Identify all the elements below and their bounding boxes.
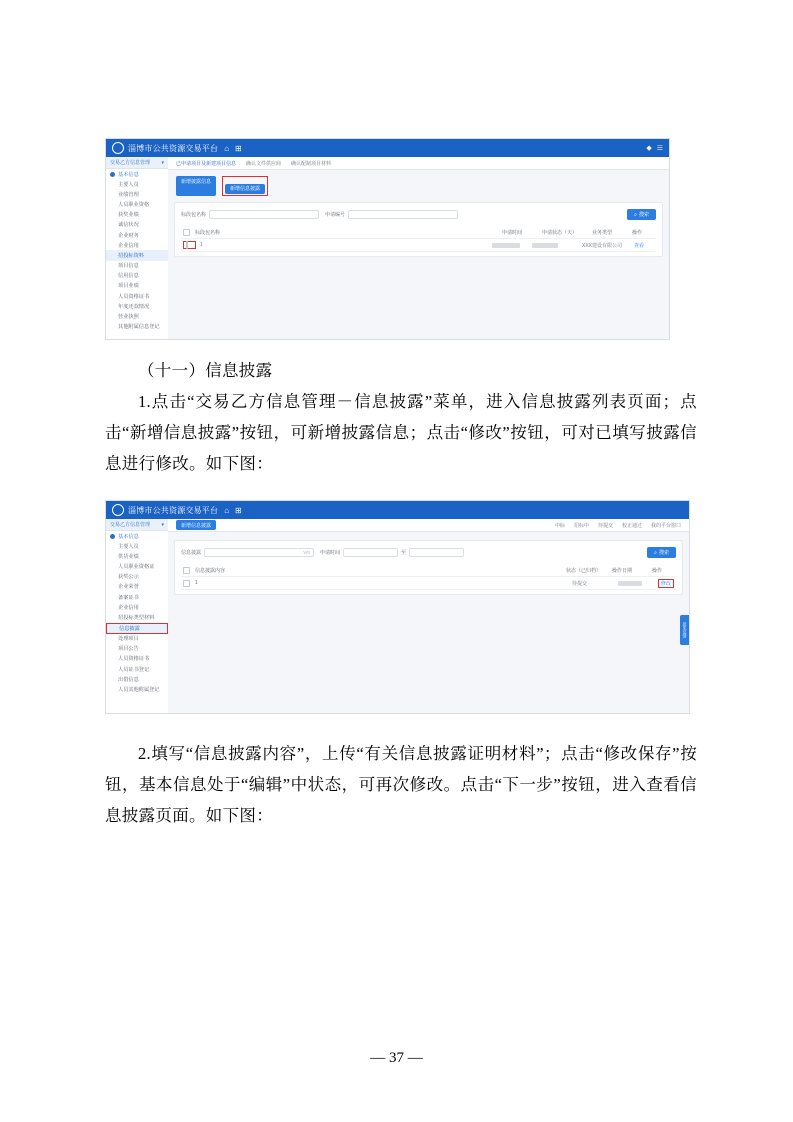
col-action: 操作 <box>632 229 643 236</box>
sidebar2-item-6[interactable]: 企业信用 <box>118 604 139 611</box>
app-header-bar <box>106 139 669 157</box>
sidebar2-item-1[interactable]: 供货业绩 <box>118 553 139 560</box>
filter-row <box>181 209 656 220</box>
filter-input-date-start[interactable] <box>343 548 398 557</box>
sidebar2-item-3[interactable]: 获奖公示 <box>118 574 139 581</box>
row-action-edit[interactable]: 修改 <box>660 580 671 587</box>
filter-apply-no <box>325 210 458 219</box>
new-information-disclosure-button-2[interactable]: 新增信息披露 <box>176 520 216 530</box>
table-header-row <box>181 226 656 239</box>
sidebar-item-2[interactable]: 人员职业资格 <box>118 201 150 208</box>
section-fill-disclosure <box>105 738 697 831</box>
row-checkbox[interactable] <box>186 241 188 249</box>
col-status: 状态（已归档） <box>566 567 602 574</box>
sidebar2-item-5[interactable]: 备案证书 <box>118 594 139 601</box>
app-title: 淄博市公共资源交易平台 <box>128 143 219 153</box>
grid-icon[interactable]: ⊞ <box>235 505 242 515</box>
bullet-icon <box>110 534 115 539</box>
filter-disclosure-suffix: V/0 <box>303 550 311 555</box>
results-table-2 <box>181 564 676 590</box>
sidebar-header-label: 交易乙方信息管理 <box>110 160 151 166</box>
filter-row-2 <box>181 547 676 558</box>
home-icon[interactable]: ⌂ <box>224 505 230 515</box>
row-index-2: 1 <box>195 580 198 586</box>
select-all-checkbox[interactable] <box>183 229 190 236</box>
main-content <box>168 157 669 339</box>
platform-logo-icon <box>112 142 124 154</box>
main-content-2 <box>168 519 689 713</box>
sidebar-nav <box>106 157 169 339</box>
search-button[interactable] <box>627 209 656 220</box>
sidebar-item-5[interactable]: 企业财务 <box>118 232 139 239</box>
sidebar-item-13[interactable]: 营业执照 <box>118 314 139 321</box>
section-heading: （十一）信息披露 <box>138 361 273 380</box>
sidebar-group-label: 基本信息 <box>118 172 139 178</box>
filter-input-date-end[interactable] <box>409 548 464 557</box>
table-header-row-2 <box>181 564 676 577</box>
row-action-highlight <box>658 579 674 588</box>
sidebar-group-basic-info[interactable] <box>106 169 168 179</box>
filter-apply-date <box>320 548 464 557</box>
sidebar2-item-4[interactable]: 企业荣誉 <box>118 584 139 591</box>
filter-label-apply-no: 申请编号 <box>325 212 346 218</box>
sidebar2-item-10[interactable]: 项目公告 <box>118 646 139 653</box>
tab-bar <box>168 157 669 170</box>
filter-disclosure <box>181 548 314 557</box>
table-row[interactable] <box>181 577 676 590</box>
user-icon[interactable]: ☰ <box>656 145 663 152</box>
tab-2[interactable]: 确认配制项目材料 <box>291 160 332 167</box>
new-information-disclosure-button-highlight <box>222 176 268 196</box>
menu-item-2[interactable]: 待提交 <box>597 522 613 529</box>
menu-item-3[interactable]: 校正通过 <box>621 522 642 529</box>
menu-item-1[interactable]: 招标中 <box>573 522 589 529</box>
sidebar-item-10[interactable]: 项目业绩 <box>118 283 139 290</box>
search-button-label: 搜索 <box>638 212 649 218</box>
bullet-icon <box>110 172 115 177</box>
search-button-2[interactable] <box>647 547 676 558</box>
col-apply-time: 申请时间 <box>502 229 523 236</box>
sidebar-item-8[interactable]: 项目信息 <box>118 263 139 270</box>
sidebar-item-14[interactable]: 其他附属信息登记 <box>118 324 160 331</box>
sidebar2-item-0[interactable]: 主要人员 <box>118 543 139 550</box>
results-table <box>181 226 656 252</box>
filter-label-apply-date: 申请时间 <box>320 550 341 556</box>
top-right-menu <box>555 522 681 529</box>
tab-1[interactable]: 确认文件供应商 <box>246 160 282 167</box>
col-section-name: 标段包名称 <box>195 229 221 236</box>
app-title-2: 淄博市公共资源交易平台 <box>128 505 219 515</box>
new-information-disclosure-button[interactable]: 新增信息披露 <box>225 184 265 194</box>
sidebar-item-0[interactable]: 主要人员 <box>118 181 139 188</box>
section-information-disclosure <box>105 355 697 479</box>
table-row[interactable] <box>181 239 656 252</box>
sidebar-item-9[interactable]: 信用信息 <box>118 273 139 280</box>
sidebar2-item-9[interactable]: 处理项目 <box>118 636 139 643</box>
col-action-2: 操作 <box>652 567 663 574</box>
sidebar-header[interactable] <box>106 157 168 169</box>
search-icon: ⌕ <box>634 211 637 218</box>
search-icon: ⌕ <box>654 549 657 556</box>
home-icon[interactable]: ⌂ <box>224 143 230 153</box>
sidebar-header-2[interactable] <box>106 519 168 531</box>
filter-label-section-name: 标段包名称 <box>181 212 207 218</box>
sidebar2-item-7[interactable]: 招投标类型材料 <box>118 614 155 621</box>
sidebar-item-7-active[interactable]: 招投标资料 <box>106 250 168 260</box>
section-paragraph-2: 2.填写“信息披露内容”，上传“有关信息披露证明材料”；点击“修改保存”按钮，基本信息处于“编辑”中状态，可再次修改。点击“下一步”按钮，进入查看信息披露页面。如下图： <box>105 744 697 825</box>
sidebar-nav-2 <box>106 519 169 713</box>
filter-input-apply-no[interactable] <box>348 210 458 219</box>
screenshot-information-disclosure-list <box>105 138 670 340</box>
sidebar-item-3[interactable]: 获奖业绩 <box>118 212 139 219</box>
sidebar2-item-11[interactable]: 人员资格证书 <box>118 656 150 663</box>
list-panel-2 <box>174 540 683 595</box>
row-checkbox-2[interactable] <box>183 580 190 587</box>
filter-input-section-name[interactable] <box>209 210 319 219</box>
action-button-row <box>168 170 669 200</box>
sidebar-item-1[interactable]: 业绩管理 <box>118 191 139 198</box>
row-date-2 <box>618 581 658 586</box>
filter-section-name <box>181 210 319 219</box>
bell-icon[interactable]: ◆ <box>646 145 652 152</box>
col-business-type: 业务类型 <box>592 229 613 236</box>
screenshot-disclosure-content-form <box>105 500 690 714</box>
row-index: 1 <box>200 242 203 248</box>
tab-0[interactable]: 已申请项目及新建项目信息 <box>176 160 237 167</box>
col-operate-date: 操作日期 <box>612 567 633 574</box>
sidebar-header-label-2: 交易乙方信息管理 <box>110 522 151 528</box>
list-panel <box>174 202 663 257</box>
sidebar2-item-8-information-disclosure[interactable]: 信息披露 <box>106 623 168 634</box>
row-status-2: 待提交 <box>571 580 587 587</box>
row-business-type: XXX建设有限公司 <box>582 242 623 249</box>
app-header-bar-2 <box>106 501 689 519</box>
feedback-tab[interactable]: 意见反馈 <box>680 615 689 645</box>
filter-date-separator: 至 <box>401 550 407 556</box>
col-disclosure-content: 信息披露内容 <box>195 567 226 574</box>
sidebar2-item-14[interactable]: 人员其他附属登记 <box>118 687 160 694</box>
sidebar-item-4[interactable]: 诚信状况 <box>118 222 139 229</box>
select-all-checkbox-2[interactable] <box>183 567 190 574</box>
filter-input-disclosure[interactable] <box>204 548 314 557</box>
col-apply-status: 申请状态（天） <box>542 229 578 236</box>
chevron-down-icon[interactable]: ▾ <box>161 521 164 528</box>
new-disclosure-info-button[interactable]: 新增披露信息 <box>176 176 216 196</box>
menu-item-4[interactable]: 我的平台窗口 <box>650 522 681 529</box>
search-button-label-2: 搜索 <box>658 550 669 556</box>
sidebar-group-basic-info-2[interactable] <box>106 531 168 541</box>
grid-icon[interactable]: ⊞ <box>235 143 242 153</box>
top-toolbar-2 <box>168 519 689 532</box>
sidebar2-item-13[interactable]: 出借信息 <box>118 676 139 683</box>
row-checkbox-highlight <box>183 241 196 249</box>
chevron-down-icon[interactable]: ▾ <box>161 159 164 166</box>
row-apply-status <box>532 243 582 248</box>
section-paragraph-1: 1.点击“交易乙方信息管理－信息披露”菜单，进入信息披露列表页面；点击“新增信息披露”按钮，可新增披露信息；点击“修改”按钮，可对已填写披露信息进行修改。如下图： <box>105 392 697 473</box>
page-number: — 37 — <box>370 1050 423 1066</box>
sidebar2-item-12[interactable]: 人员证书登记 <box>118 666 150 673</box>
sidebar-item-6[interactable]: 企业信用 <box>118 242 139 249</box>
row-action-view[interactable]: 查看 <box>634 242 645 249</box>
sidebar-group-label-2: 基本信息 <box>118 534 139 540</box>
filter-label-disclosure: 信息披露 <box>181 550 202 556</box>
menu-item-0[interactable]: 中标 <box>554 522 565 529</box>
row-apply-time <box>492 243 532 248</box>
sidebar2-item-2[interactable]: 人员职业资格证 <box>118 563 155 570</box>
sidebar-item-12[interactable]: 年度还款情况 <box>118 303 150 310</box>
platform-logo-icon <box>112 504 124 516</box>
sidebar-item-11[interactable]: 人员资格证书 <box>118 293 150 300</box>
